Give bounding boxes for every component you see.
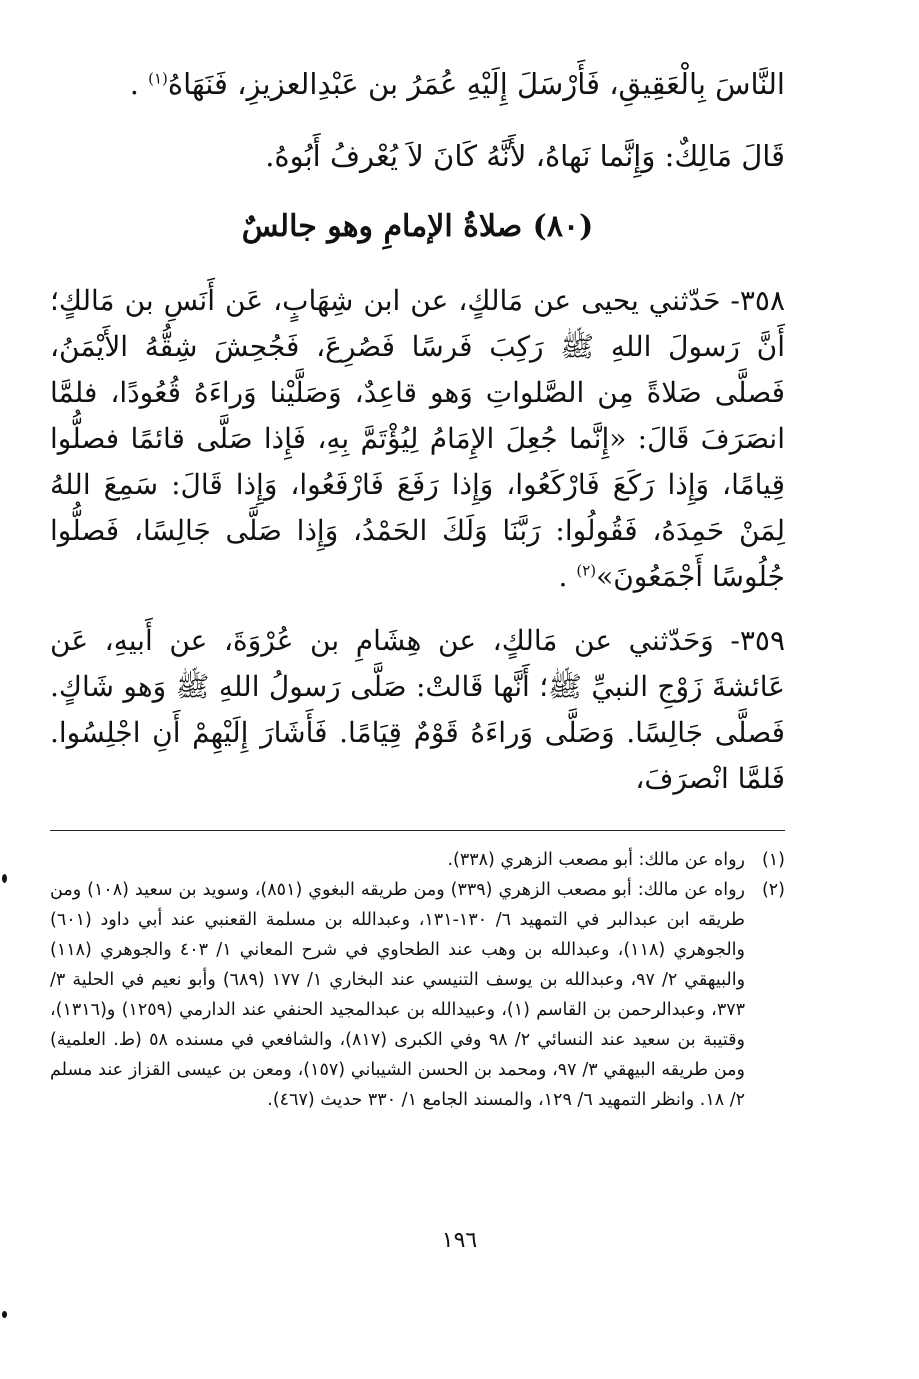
page-number: ١٩٦: [441, 1228, 478, 1253]
footnotes: [50, 845, 785, 1115]
intro-line-1-end: .: [129, 67, 149, 101]
footnote-1: [50, 845, 785, 875]
chapter-title: (٨٠) صلاةُ الإمامِ وهو جالسٌ: [241, 209, 594, 244]
hadith-358: [50, 278, 785, 600]
footnote-marker-1[interactable]: (١): [148, 69, 168, 88]
hadith-358-end: .: [558, 560, 577, 593]
footnote-text: رواه عن مالك: أبو مصعب الزهري (٣٣٨).: [447, 850, 745, 870]
footnote-text: رواه عن مالك: أبو مصعب الزهري (٣٣٩) ومن طريقه البغوي (٨٥١)، وسويد بن سعيد (١٠٨) ومن طريقه ابن عبدالبر في التمهيد ٦/ ١٣٠-١٣١، وعبدالله بن مسلمة القعنبي عند أبي داود (٦٠١) والجوهري (١١٨)، وعبدالله بن وهب عند الطحاوي في شرح المعاني ١/ ٤٠٣ والجوهري (١١٨) والبيهقي ٢/ ٩٧، وعبدالله بن يوسف التنيسي عند البخاري ١/ ١٧٧ (٦٨٩) وأبو نعيم في الحلية ٣/ ٣٧٣، وعبدالرحمن بن القاسم (١)، وعبيدالله بن عبدالمجيد الحنفي عند الدارمي (١٢٥٩) و(١٣١٦)، وقتيبة بن سعيد عند النسائي ٢/ ٩٨ وفي الكبرى (٨١٧)، والشافعي في مسنده ٥٨ (ط. العلمية) ومن طريقه البيهقي ٣/ ٩٧، ومحمد بن الحسن الشيباني (١٥٧)، ومعن بن عيسى القزاز عند مسلم ٢/ ١٨. وانظر التمهيد ٦/ ١٢٩، والمسند الجامع ١/ ٣٣٠ حديث (٤٦٧).: [50, 880, 746, 1110]
footnote-number: (١): [761, 850, 785, 870]
hadith-359: ٣٥٩- وَحَدّثني عن مَالكٍ، عن هِشَامِ بن عُرْوَةَ، عن أَبيهِ، عَن عَائشةَ زَوْجِ النبيِّ ﷺ؛ أَنَّها قَالتْ: صَلَّى رَسولُ اللهِ ﷺ وَهو شَاكٍ. فَصلَّى جَالِسًا. وَصَلَّى وَراءَهُ قَوْمٌ قِيَامًا. فَأَشَارَ إِلَيْهِمْ أَنِ اجْلِسُوا. فَلمَّا انْصرَفَ،: [50, 624, 785, 795]
intro-line-1: [50, 60, 785, 108]
footnote-divider: [50, 830, 785, 831]
intro-line-1-text: النَّاسَ بِالْعَقِيقِ، فَأَرْسَلَ إِلَيْهِ عُمَرُ بن عَبْدِالعزيزِ، فَنَهَاهُ: [167, 67, 785, 101]
footnote-number: (٢): [761, 880, 785, 900]
scan-speck: [2, 1311, 7, 1318]
hadith-358-text: ٣٥٨- حَدّثني يحيى عن مَالكٍ، عن ابن شِهَابٍ، عَن أَنَسِ بن مَالكٍ؛ أَنَّ رَسولَ اللهِ ﷺ رَكِبَ فَرسًا فَصُرِعَ، فَجُحِشَ شِقُّهُ الأَيْمَنُ، فَصلَّى صَلاةً مِن الصَّلواتِ وَهو قاعِدٌ، وَصَلَّيْنا وَراءَهُ قُعُودًا، فلمَّا انصَرَفَ قَالَ: «إِنَّما جُعِلَ الإِمَامُ لِيُؤْتَمَّ بِهِ، فَإِذا صَلَّى قائمًا فصلُّوا قِيامًا، وَإِذا رَكَعَ فَارْكَعُوا، وَإِذا رَفَعَ فَارْفَعُوا، وَإِذا قَالَ: سَمِعَ اللهُ لِمَنْ حَمِدَهُ، فَقُولُوا: رَبَّنَا وَلَكَ الحَمْدُ، وَإِذا صَلَّى جَالِسًا، فَصلُّوا جُلُوسًا أَجْمَعُونَ»: [50, 284, 785, 593]
scan-speck: [2, 874, 7, 883]
footnote-2: [50, 875, 785, 1115]
book-page: [50, 60, 785, 1115]
intro-line-2: قَالَ مَالِكٌ: وَإِنَّما نَهاهُ، لأَنَّهُ كَانَ لاَ يُعْرفُ أَبُوهُ.: [265, 139, 785, 173]
footnote-marker-2[interactable]: (٢): [576, 561, 597, 580]
